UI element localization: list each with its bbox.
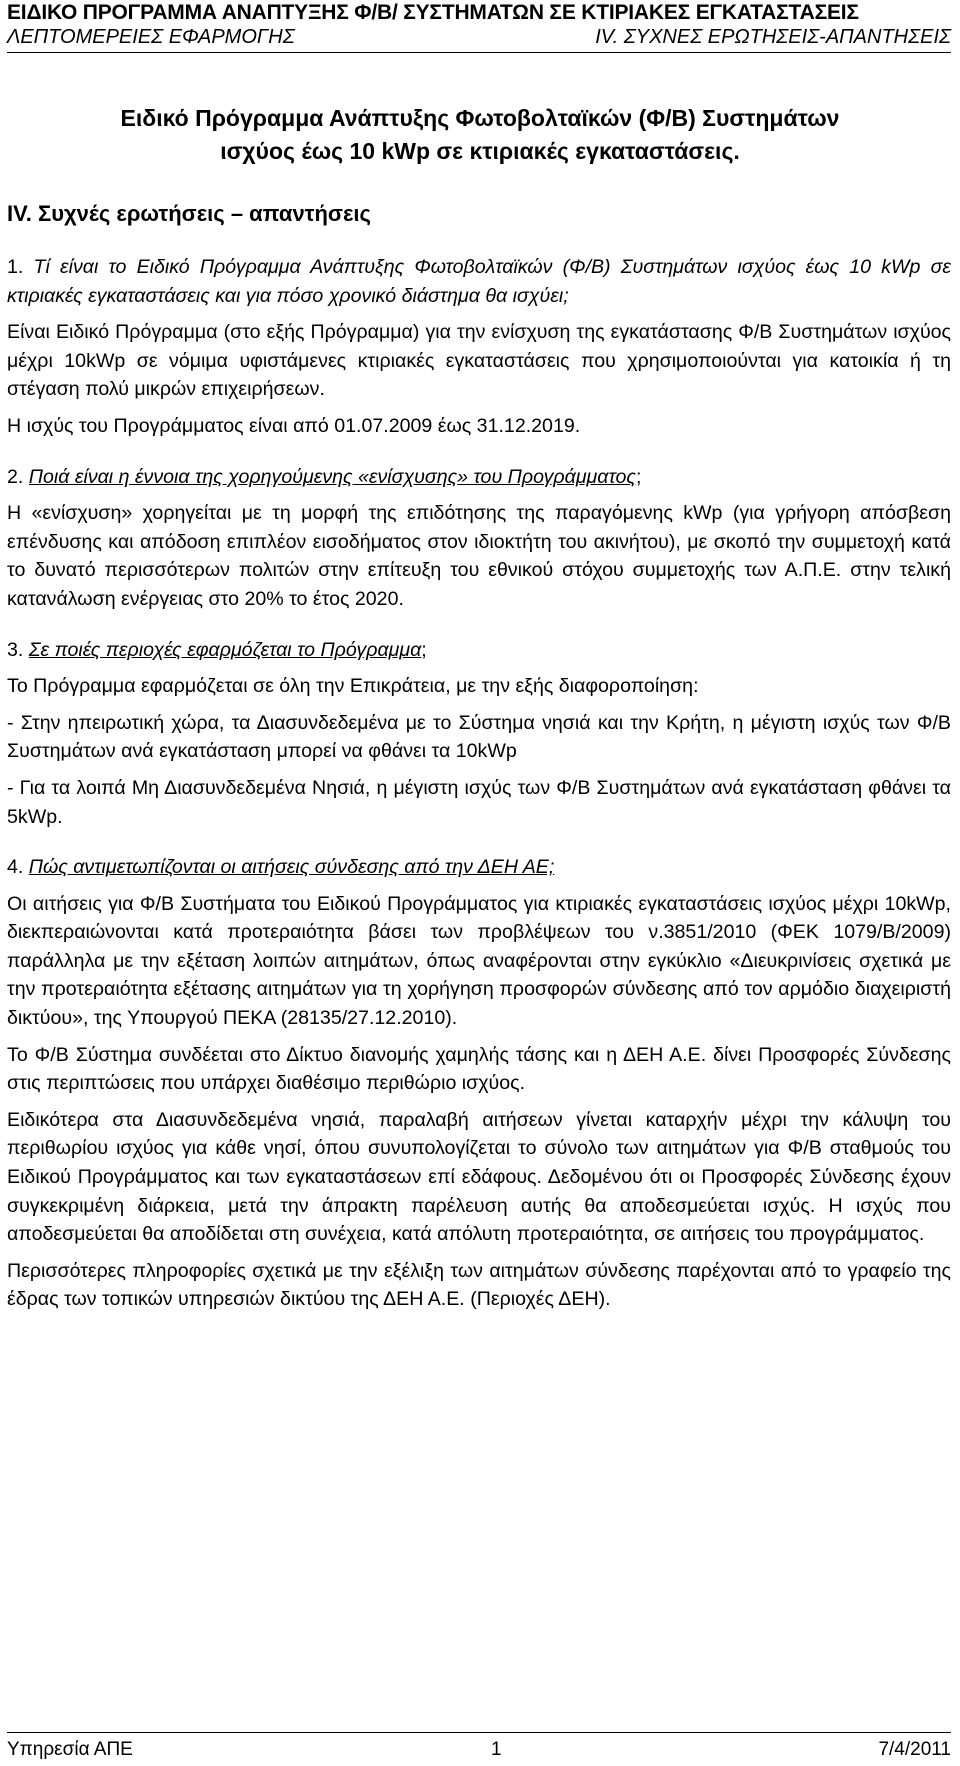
- header-divider: [7, 52, 951, 53]
- faq-content: [7, 253, 951, 1314]
- question-1-text: Τί είναι το Ειδικό Πρόγραμμα Ανάπτυξης Φωτοβολταϊκών (Φ/Β) Συστημάτων ισχύος έως 10 kWp σε κτιριακές εγκαταστάσεις και για πόσο χρονικό διάστημα θα ισχύει;: [7, 256, 951, 307]
- footer-department: Υπηρεσία ΑΠΕ: [7, 1739, 133, 1760]
- footer-page-number: 1: [491, 1739, 502, 1760]
- faq-answer-2-paragraph-1: Η «ενίσχυση» χορηγείται με τη μορφή της επιδότησης της παραγόμενης kWp (για γρήγορη απόσβεση επένδυσης και απόδοση επιπλέον εισοδήματος στον ιδιοκτήτη του ακινήτου), με σκοπό την συμμετοχή κατά το δυνατό περισσότερων πολιτών στην επίτευξη του εθνικού στόχου συμμετοχής των Α.Π.Ε. στην τελική κατανάλωση ενέργειας στο 20% το έτος 2020.: [7, 502, 951, 610]
- question-4-number: 4.: [7, 856, 24, 879]
- faq-answer-4-paragraph-4: Περισσότερες πληροφορίες σχετικά με την εξέλιξη των αιτημάτων σύνδεσης παρέχονται από το γραφείο της έδρας των τοπικών υπηρεσιών δικτύου της ΔΕΗ Α.Ε. (Περιοχές ΔΕΗ).: [7, 1259, 951, 1311]
- question-1-number: 1.: [7, 256, 24, 278]
- question-3-text: Σε ποιές περιοχές εφαρμόζεται το Πρόγραμμα: [28, 638, 422, 661]
- document-title: [30, 102, 930, 168]
- faq-answer-3-paragraph-2: - Στην ηπειρωτική χώρα, τα Διασυνδεδεμένα με το Σύστημα νησιά και την Κρήτη, η μέγιστη ισχύς των Φ/Β Συστημάτων ανά εγκατάσταση μπορεί να φθάνει τα 10kWp: [7, 711, 951, 763]
- faq-answer-1-paragraph-2: Η ισχύς του Προγράμματος είναι από 01.07.2009 έως 31.12.2019.: [7, 414, 581, 437]
- faq-question-2: [7, 463, 951, 492]
- header-subline: [7, 25, 951, 49]
- running-header: [7, 0, 951, 49]
- faq-answer-4-paragraph-3: Ειδικότερα στα Διασυνδεδεμένα νησιά, παραλαβή αιτήσεων γίνεται καταρχήν μέχρι την κάλυψη του περιθωρίου ισχύος για κάθε νησί, όπου συνυπολογίζεται το σύνολο των αιτημάτων για Φ/Β σταθμούς του Ειδικού Προγράμματος και των εγκαταστάσεων επί εδάφους. Δεδομένου ότι οι Προσφορές Σύνδεσης έχουν συγκεκριμένη διάρκεια, μετά την άπρακτη παρέλευση αυτής θα αποδεσμεύεται ισχύς. Η ισχύς που αποδεσμεύεται θα αποδίδεται στη συνέχεια, κατά απόλυτη προτεραιότητα, σε αιτήσεις του προγράμματος.: [7, 1108, 951, 1246]
- question-3-mark: ;: [421, 638, 427, 661]
- faq-question-3: [7, 636, 951, 665]
- faq-answer-1-paragraph-1: Είναι Ειδικό Πρόγραμμα (στο εξής Πρόγραμμα) για την ενίσχυση της εγκατάστασης Φ/Β Συστημάτων ισχύος μέχρι 10kWp σε νόμιμα υφιστάμενες κτιριακές εγκαταστάσεις που χρησιμοποιούνται για κατοικία ή τη στέγαση πολύ μικρών επιχειρήσεων.: [7, 321, 951, 401]
- header-program-title: ΕΙΔΙΚΟ ΠΡΟΓΡΑΜΜΑ ΑΝΑΠΤΥΞΗΣ Φ/Β/ ΣΥΣΤΗΜΑΤΩΝ ΣΕ ΚΤΙΡΙΑΚΕΣ ΕΓΚΑΤΑΣΤΑΣΕΙΣ: [7, 1, 859, 24]
- footer-divider: [7, 1732, 951, 1733]
- faq-answer-4-paragraph-1: Οι αιτήσεις για Φ/Β Συστήματα του Ειδικού Προγράμματος για κτιριακές εγκαταστάσεις ισχύος μέχρι 10kWp, διεκπεραιώνονται κατά προτεραιότητα βάσει των προβλέψεων του ν.3851/2010 (ΦΕΚ 1079/Β/2009) παράλληλα με την εξέταση λοιπών αιτημάτων, όπως αναφέρονται στην εγκύκλιο «Διευκρινίσεις σχετικά με την προτεραιότητα εξέτασης αιτημάτων για τη χορήγηση προσφορών σύνδεσης από τον αρμόδιο διαχειριστή δικτύου», της Υπουργού ΠΕΚΑ (28135/27.12.2010).: [7, 892, 951, 1030]
- document-title-line-2: ισχύος έως 10 kWp σε κτιριακές εγκαταστάσεις.: [220, 138, 740, 164]
- faq-answer-3-paragraph-1: Το Πρόγραμμα εφαρμόζεται σε όλη την Επικράτεια, με την εξής διαφοροποίηση:: [7, 675, 699, 698]
- question-2-text: Ποιά είναι η έννοια της χορηγούμενης «ενίσχυσης» του Προγράμματος: [28, 465, 636, 488]
- question-2-number: 2.: [7, 465, 24, 488]
- faq-answer-4-paragraph-2: Το Φ/Β Σύστημα συνδέεται στο Δίκτυο διανομής χαμηλής τάσης και η ΔΕΗ Α.Ε. δίνει Προσφορές Σύνδεσης στις περιπτώσεις που υπάρχει διαθέσιμο περιθώριο ισχύος.: [7, 1043, 951, 1095]
- faq-question-4: [7, 853, 951, 882]
- question-2-mark: ;: [635, 465, 642, 488]
- faq-question-1: [7, 253, 951, 310]
- question-3-number: 3.: [7, 638, 24, 661]
- faq-answer-3-paragraph-3: - Για τα λοιπά Μη Διασυνδεδεμένα Νησιά, η μέγιστη ισχύς των Φ/Β Συστημάτων ανά εγκατάσταση φθάνει τα 5kWp.: [7, 776, 951, 828]
- footer-date: 7/4/2011: [878, 1739, 951, 1760]
- header-details-label: ΛΕΠΤΟΜΕΡΕΙΕΣ ΕΦΑΡΜΟΓΗΣ: [7, 26, 295, 48]
- question-4-text: Πώς αντιμετωπίζονται οι αιτήσεις σύνδεσης από την ΔΕΗ ΑΕ;: [28, 856, 555, 879]
- section-heading: IV. Συχνές ερωτήσεις – απαντήσεις: [7, 201, 371, 226]
- document-title-line-1: Ειδικό Πρόγραμμα Ανάπτυξης Φωτοβολταϊκών (Φ/Β) Συστημάτων: [120, 105, 840, 131]
- header-section-label: IV. ΣΥΧΝΕΣ ΕΡΩΤΗΣΕΙΣ-ΑΠΑΝΤΗΣΕΙΣ: [595, 26, 951, 48]
